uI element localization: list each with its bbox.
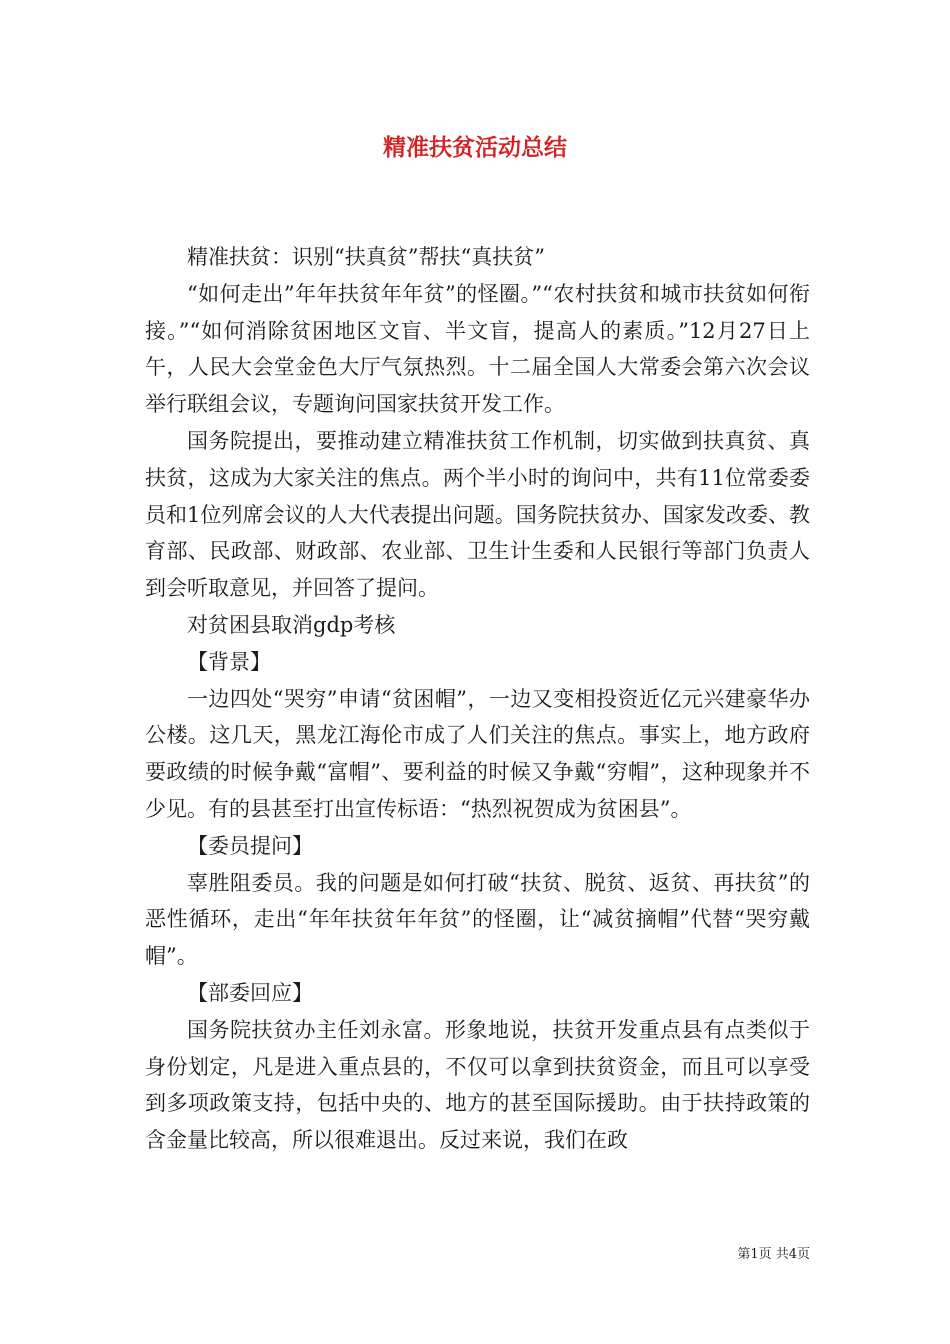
body-paragraph: “如何走出”年年扶贫年年贫”的怪圈。”“农村扶贫和城市扶贫如何衔接。”“如何消除贫困地区文盲、半文盲，提高人的素质。”12月27日上午，人民大会堂金色大厅气氛热烈。十二届全国人大常委会第六次会议举行联组会议，专题询问国家扶贫开发工作。 [145, 281, 810, 417]
subheading-cancel-gdp: 对贫困县取消gdp考核 [187, 612, 396, 637]
body-paragraph: 一边四处“哭穷”申请“贫困帽”，一边又变相投资近亿元兴建豪华办公楼。这几天，黑龙江海伦市成了人们关注的焦点。事实上，地方政府要政绩的时候争戴“富帽”、要利益的时候又争戴“穷帽”，这种现象并不少见。有的县甚至打出宣传标语：“热烈祝贺成为贫困县”。 [145, 686, 810, 821]
document-title: 精准扶贫活动总结 [383, 135, 567, 161]
body-paragraph: 国务院扶贫办主任刘永富。形象地说，扶贫开发重点县有点类似于身份划定，凡是进入重点县的，不仅可以拿到扶贫资金，而且可以享受到多项政策支持，包括中央的、地方的甚至国际援助。由于扶持政策的含金量比较高，所以很难退出。反过来说，我们在政 [145, 1017, 810, 1153]
subheading-background: 【背景】 [187, 649, 271, 674]
subheading-ministry-response: 【部委回应】 [187, 980, 313, 1005]
subheading-precision-poverty: 精准扶贫：识别“扶真贫”帮扶“真扶贫” [187, 245, 545, 269]
page-number: 第1页 共4页 [737, 1247, 810, 1262]
body-paragraph: 国务院提出，要推动建立精准扶贫工作机制，切实做到扶真贫、真扶贫，这成为大家关注的焦点。两个半小时的询问中，共有11位常委委员和1位列席会议的人大代表提出问题。国务院扶贫办、国家发改委、教育部、民政部、财政部、农业部、卫生计生委和人民银行等部门负责人到会听取意见，并回答了提问。 [145, 428, 810, 601]
body-paragraph: 辜胜阻委员。我的问题是如何打破“扶贫、脱贫、返贫、再扶贫”的恶性循环，走出“年年扶贫年年贫”的怪圈，让“减贫摘帽”代替“哭穷戴帽”。 [145, 870, 810, 969]
subheading-member-question: 【委员提问】 [187, 833, 313, 858]
document-body [145, 239, 810, 1159]
